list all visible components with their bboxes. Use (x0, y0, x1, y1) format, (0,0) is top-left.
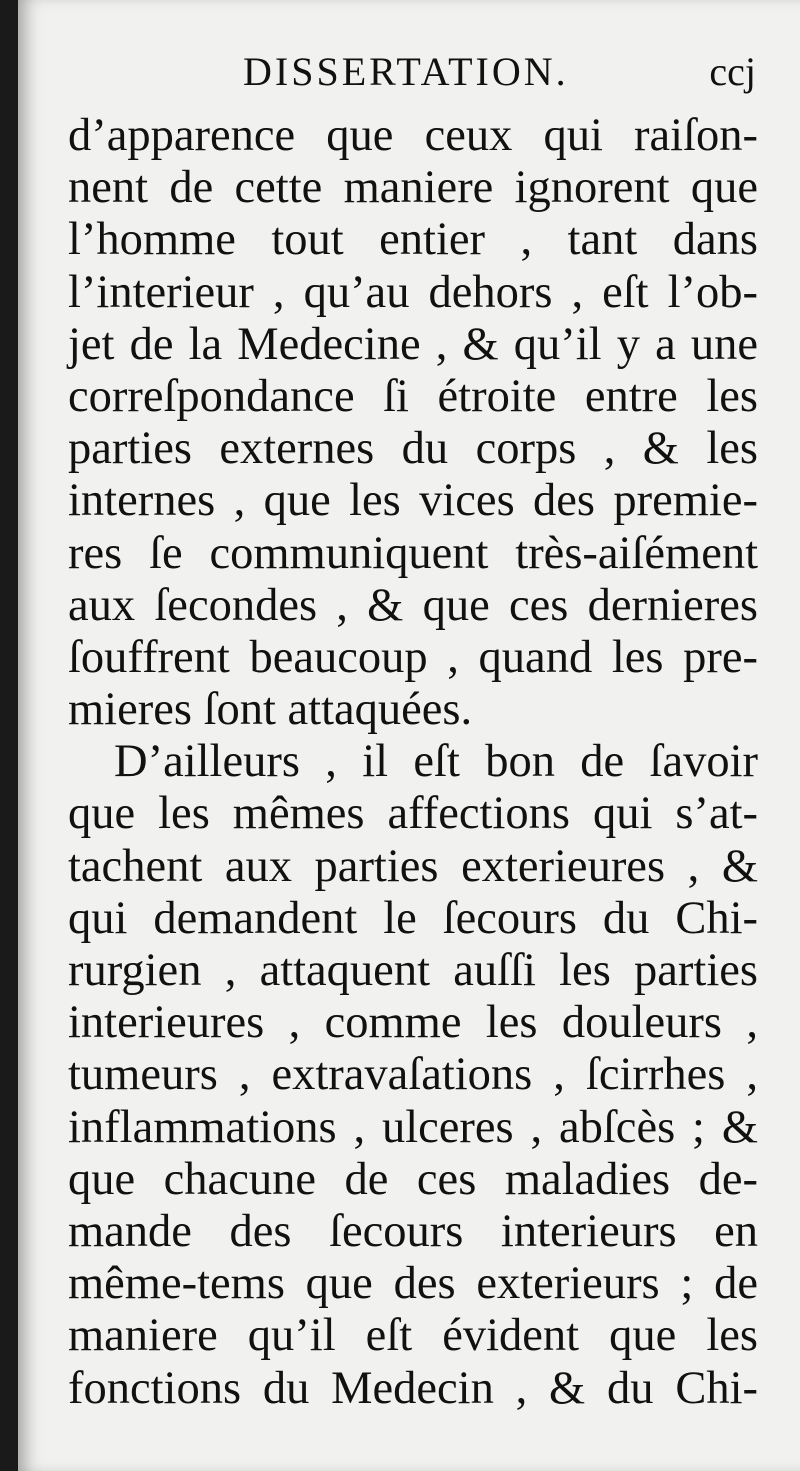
text-line: interieures , comme les douleurs , (68, 997, 758, 1049)
body-text (68, 110, 758, 1415)
text-line: nent de cette maniere ignorent que (68, 162, 758, 214)
text-line: correſpondance ſi étroite entre les (68, 370, 758, 422)
text-line: rurgien , attaquent auſſi les parties (68, 945, 758, 996)
text-line: ſouffrent beaucoup , quand les pre- (68, 631, 758, 683)
text-line: aux ſecondes , & que ces dernieres (68, 579, 758, 631)
text-line: inflammations , ulceres , abſcès ; & (68, 1101, 758, 1153)
text-line: maniere qu’il eſt évident que les (68, 1310, 758, 1362)
text-line: jet de la Medecine , & qu’il y a une (68, 318, 758, 370)
text-line: l’interieur , qu’au dehors , eſt l’ob- (68, 266, 758, 318)
text-line: l’homme tout entier , tant dans (68, 214, 758, 266)
text-line: d’apparence que ceux qui raiſon- (68, 110, 758, 161)
paragraph (68, 110, 758, 736)
text-line: même-tems que des exterieurs ; de (68, 1258, 758, 1310)
text-line: que chacune de ces maladies de- (68, 1153, 758, 1205)
page-number: ccj (709, 49, 756, 94)
book-page (18, 0, 800, 1471)
text-line: mande des ſecours interieurs en (68, 1205, 758, 1257)
page-content (68, 40, 758, 1415)
text-line: tumeurs , extravaſations , ſcirrhes , (68, 1049, 758, 1101)
text-line: que les mêmes affections qui s’at- (68, 788, 758, 840)
running-title: DISSERTATION. (243, 49, 569, 94)
text-line: tachent aux parties exterieures , & (68, 840, 758, 892)
text-line: parties externes du corps , & les (68, 423, 758, 475)
text-line: res ſe communiquent très-aiſément (68, 527, 758, 579)
text-line: internes , que les vices des premie- (68, 475, 758, 527)
text-line: D’ailleurs , il eſt bon de ſavoir (114, 736, 758, 788)
text-line: qui demandent le ſecours du Chi- (68, 892, 758, 944)
running-head (68, 40, 758, 110)
text-line: fonctions du Medecin , & du Chi- (68, 1362, 758, 1414)
text-line: mieres ſont attaquées. (68, 684, 473, 736)
paragraph (68, 736, 758, 1414)
